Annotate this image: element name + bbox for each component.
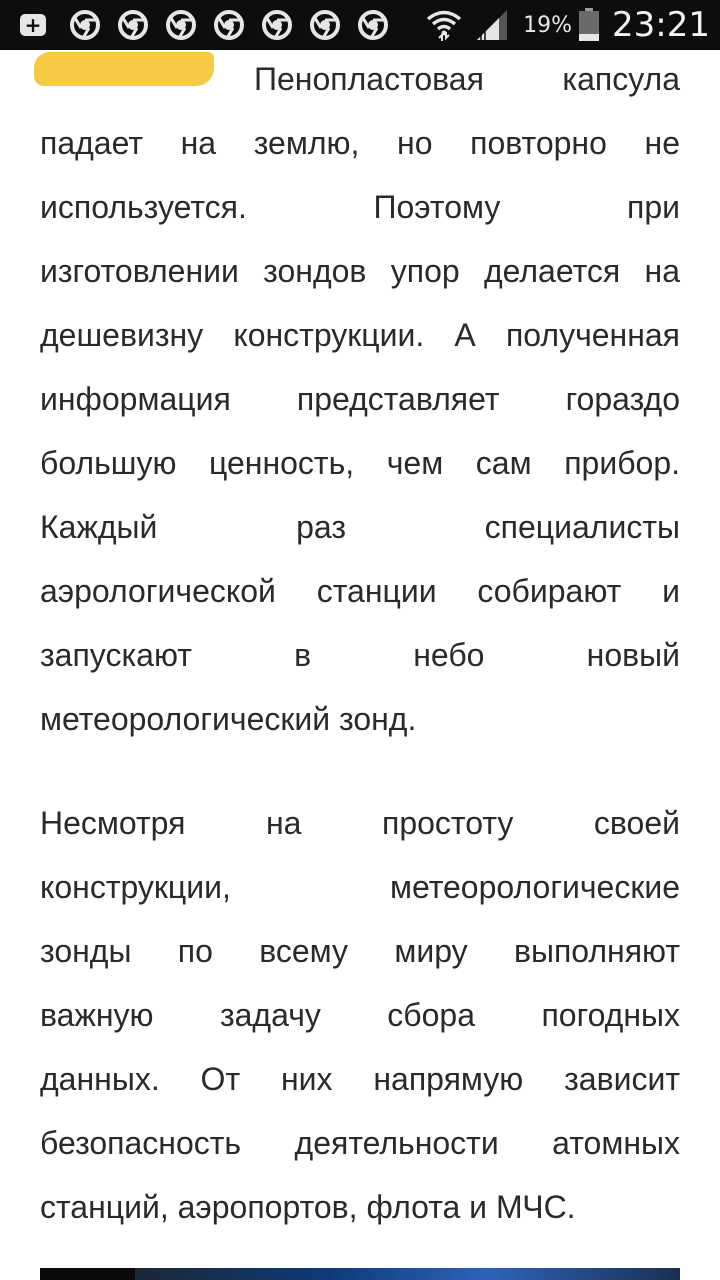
article-body (40, 47, 680, 1239)
text-line: Пенопластовая капсула (254, 61, 680, 97)
chrome-icon (118, 10, 148, 40)
battery-percentage: 19% (523, 12, 573, 38)
text-line: данных. От них напрямую зависит (40, 1061, 680, 1097)
signal-icon (475, 10, 509, 40)
system-indicators (425, 0, 710, 50)
clock: 23:21 (612, 5, 710, 45)
text-line: изготовлении зондов упор делается на (40, 253, 680, 289)
chrome-icon (70, 10, 100, 40)
text-line: дешевизну конструкции. А полученная (40, 317, 680, 353)
text-line: зонды по всему миру выполняют (40, 933, 680, 969)
text-line: большую ценность, чем сам прибор. (40, 445, 680, 481)
text-line: падает на землю, но повторно не (40, 125, 680, 161)
chrome-icon (262, 10, 292, 40)
article-image[interactable] (40, 1268, 680, 1280)
text-line: информация представляет гораздо (40, 381, 680, 417)
paragraph-1 (40, 47, 680, 751)
battery-icon (578, 8, 600, 42)
chrome-icon (310, 10, 340, 40)
text-line: метеорологический зонд. (40, 701, 417, 737)
text-line: важную задачу сбора погодных (40, 997, 680, 1033)
add-notification-icon: + (20, 14, 46, 36)
wifi-icon (425, 8, 463, 42)
text-line: аэрологической станции собирают и (40, 573, 680, 609)
chrome-icon (166, 10, 196, 40)
paragraph-2 (40, 791, 680, 1239)
status-bar (0, 0, 720, 50)
text-line: безопасность деятельности атомных (40, 1125, 680, 1161)
text-line: станций, аэропортов, флота и МЧС. (40, 1189, 576, 1225)
image-dark-area (40, 1268, 135, 1280)
text-line: Несмотря на простоту своей (40, 805, 680, 841)
text-line: запускают в небо новый (40, 637, 680, 673)
text-line: Каждый раз специалисты (40, 509, 680, 545)
notification-icons (20, 10, 406, 40)
text-line: конструкции, метеорологические (40, 869, 680, 905)
text-line: используется. Поэтому при (40, 189, 680, 225)
chrome-icon (358, 10, 388, 40)
paragraph-spacer (40, 751, 680, 791)
chrome-icon (214, 10, 244, 40)
